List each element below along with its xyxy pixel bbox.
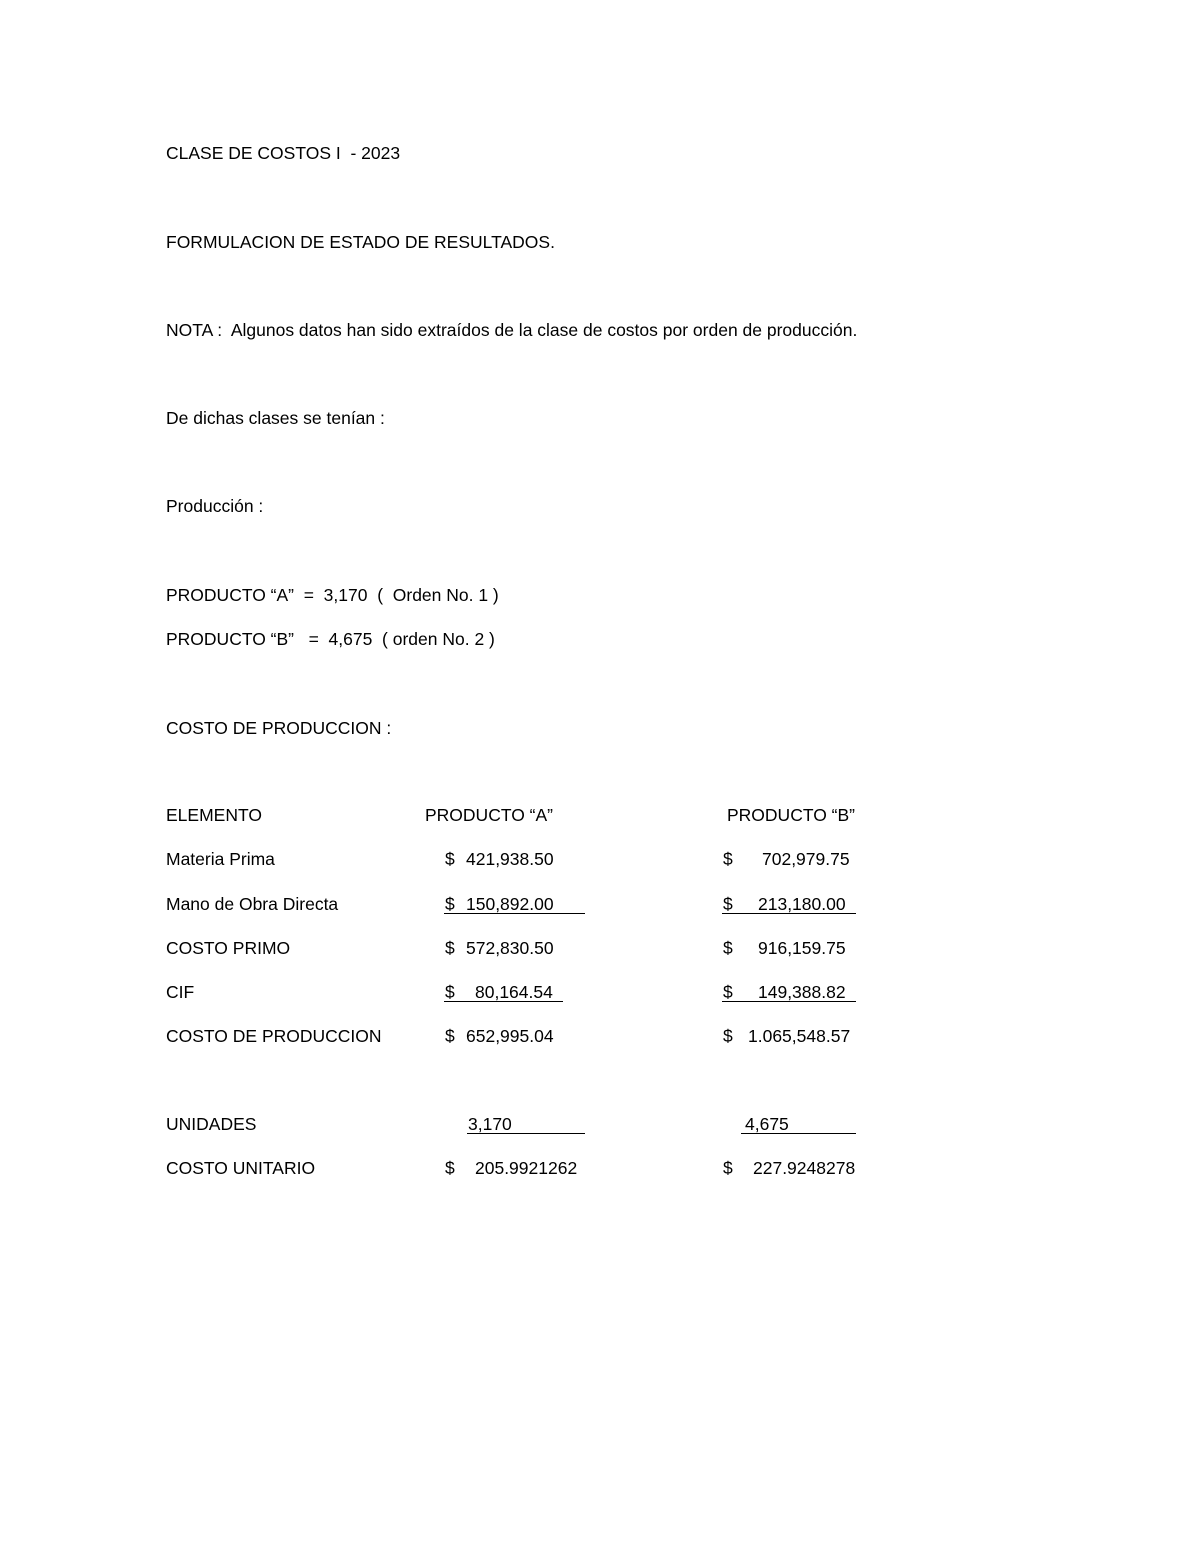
production-line-a: PRODUCTO “A” = 3,170 ( Orden No. 1 )	[166, 585, 499, 605]
underline-units-a	[467, 1133, 585, 1134]
row-a-value: 80,164.54	[475, 982, 553, 1002]
unit-cost-a-currency: $	[445, 1158, 455, 1178]
unit-cost-a-value: 205.9921262	[475, 1158, 578, 1178]
production-heading: Producción :	[166, 496, 264, 516]
row-b-value: 149,388.82	[758, 982, 846, 1002]
row-a-currency: $	[445, 849, 455, 869]
row-a-currency: $	[445, 894, 455, 914]
row-label-costo-primo: COSTO PRIMO	[166, 938, 291, 958]
underline-a-mano-de-obra	[444, 913, 585, 914]
row-b-currency: $	[723, 894, 733, 914]
row-a-value: 652,995.04	[466, 1026, 554, 1046]
row-b-currency: $	[723, 938, 733, 958]
row-a-currency: $	[445, 982, 455, 1002]
row-a-currency: $	[445, 1026, 455, 1046]
row-label-mano-de-obra: Mano de Obra Directa	[166, 894, 339, 914]
row-label-costo-de-produccion: COSTO DE PRODUCCION	[166, 1026, 382, 1046]
underline-b-cif	[722, 1001, 856, 1002]
unit-cost-b-currency: $	[723, 1158, 733, 1178]
row-b-currency: $	[723, 1026, 733, 1046]
row-label-cif: CIF	[166, 982, 195, 1002]
row-a-value: 150,892.00	[466, 894, 554, 914]
unit-cost-label: COSTO UNITARIO	[166, 1158, 316, 1178]
column-header-elemento: ELEMENTO	[166, 805, 262, 825]
unit-cost-b-value: 227.9248278	[753, 1158, 856, 1178]
column-header-producto-a: PRODUCTO “A”	[425, 805, 554, 825]
units-b-value: 4,675	[745, 1114, 789, 1134]
row-a-currency: $	[445, 938, 455, 958]
underline-units-b	[741, 1133, 856, 1134]
document-subtitle: FORMULACION DE ESTADO DE RESULTADOS.	[166, 232, 555, 252]
units-a-value: 3,170	[468, 1114, 512, 1134]
underline-a-cif	[444, 1001, 563, 1002]
underline-b-mano-de-obra	[722, 913, 856, 914]
units-label: UNIDADES	[166, 1114, 257, 1134]
column-header-producto-b: PRODUCTO “B”	[727, 805, 856, 825]
row-b-value: 213,180.00	[758, 894, 846, 914]
row-b-value: 1.065,548.57	[748, 1026, 851, 1046]
row-b-currency: $	[723, 982, 733, 1002]
document-title: CLASE DE COSTOS I - 2023	[166, 143, 401, 163]
row-b-value: 702,979.75	[762, 849, 850, 869]
row-a-value: 572,830.50	[466, 938, 554, 958]
row-b-value: 916,159.75	[758, 938, 846, 958]
cost-section-heading: COSTO DE PRODUCCION :	[166, 718, 392, 738]
row-a-value: 421,938.50	[466, 849, 554, 869]
note-text: NOTA : Algunos datos han sido extraídos de la clase de costos por orden de producción.	[166, 320, 858, 340]
intro-text: De dichas clases se tenían :	[166, 408, 385, 428]
row-label-materia-prima: Materia Prima	[166, 849, 275, 869]
row-b-currency: $	[723, 849, 733, 869]
production-line-b: PRODUCTO “B” = 4,675 ( orden No. 2 )	[166, 629, 495, 649]
